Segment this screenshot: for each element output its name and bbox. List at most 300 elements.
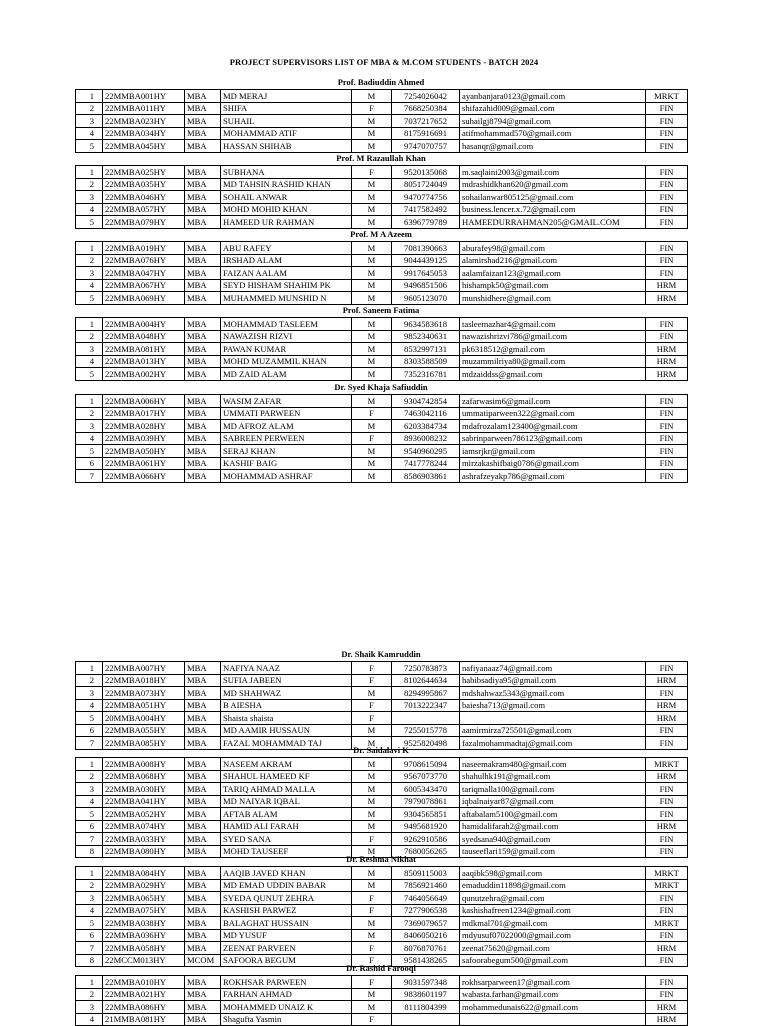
email-cell: aftabalam5100@gmail.com	[460, 808, 646, 821]
serial-number-cell: 1	[76, 90, 103, 103]
student-name-cell: NAWAZISH RIZVI	[221, 330, 352, 343]
serial-number-cell: 4	[76, 699, 103, 712]
gender-cell: M	[352, 318, 392, 331]
student-name-cell: MOHD MOHID KHAN	[221, 203, 352, 216]
program-cell: MBA	[185, 724, 221, 737]
roll-number-cell: 22MMBA055HY	[103, 724, 185, 737]
phone-cell: 7254026042	[392, 90, 460, 103]
serial-number-cell: 6	[76, 820, 103, 833]
program-cell: MBA	[185, 879, 221, 892]
gender-cell: M	[352, 343, 392, 356]
table-row	[76, 432, 688, 445]
email-cell: aalamfaizan123@gmail.com	[460, 267, 646, 280]
serial-number-cell: 1	[76, 242, 103, 255]
gender-cell: M	[352, 355, 392, 368]
specialization-cell: FIN	[646, 833, 688, 846]
program-cell: MBA	[185, 203, 221, 216]
student-name-cell: KASHIF BAIG	[221, 457, 352, 470]
serial-number-cell: 4	[76, 1013, 103, 1026]
serial-number-cell: 3	[76, 191, 103, 204]
student-name-cell: AFTAB ALAM	[221, 808, 352, 821]
email-cell: wabasta.farhan@gmail.com	[460, 988, 646, 1001]
serial-number-cell: 4	[76, 355, 103, 368]
student-name-cell: IRSHAD ALAM	[221, 254, 352, 267]
serial-number-cell: 7	[76, 470, 103, 483]
phone-cell: 9525820498	[392, 737, 460, 750]
email-cell: hasanqr@gmail.com	[460, 140, 646, 153]
phone-cell: 7680056265	[392, 845, 460, 858]
phone-cell: 7352316781	[392, 368, 460, 381]
student-name-cell: MOHAMMAD TASLEEM	[221, 318, 352, 331]
table-row	[76, 470, 688, 483]
program-cell: MBA	[185, 432, 221, 445]
specialization-cell: HRM	[646, 343, 688, 356]
serial-number-cell: 1	[76, 166, 103, 179]
serial-number-cell: 5	[76, 808, 103, 821]
student-name-cell: NAFIYA NAAZ	[221, 662, 352, 675]
program-cell: MBA	[185, 140, 221, 153]
specialization-cell: FIN	[646, 178, 688, 191]
roll-number-cell: 22MMBA047HY	[103, 267, 185, 280]
student-name-cell: WASIM ZAFAR	[221, 395, 352, 408]
program-cell: MBA	[185, 242, 221, 255]
phone-cell: 7417778244	[392, 457, 460, 470]
gender-cell: M	[352, 267, 392, 280]
student-name-cell: HAMID ALI FARAH	[221, 820, 352, 833]
phone-cell: 7417582492	[392, 203, 460, 216]
program-cell: MBA	[185, 820, 221, 833]
gender-cell: F	[352, 102, 392, 115]
serial-number-cell: 2	[76, 178, 103, 191]
specialization-cell: FIN	[646, 687, 688, 700]
email-cell: ashrafzeyakp786@gmail.com	[460, 470, 646, 483]
program-cell: MBA	[185, 420, 221, 433]
email-cell: mdshahwaz5343@gmail.com	[460, 687, 646, 700]
specialization-cell: MRKT	[646, 758, 688, 771]
serial-number-cell: 3	[76, 687, 103, 700]
student-name-cell: MD ZAID ALAM	[221, 368, 352, 381]
phone-cell: 9540960295	[392, 445, 460, 458]
table-row	[76, 318, 688, 331]
specialization-cell: FIN	[646, 395, 688, 408]
gender-cell: M	[352, 820, 392, 833]
gender-cell: M	[352, 368, 392, 381]
email-cell: mdkmal701@gmail.com	[460, 917, 646, 930]
gender-cell: M	[352, 203, 392, 216]
student-name-cell: SYED SANA	[221, 833, 352, 846]
email-cell: mdafrozalam123400@gmail.com	[460, 420, 646, 433]
program-cell: MBA	[185, 737, 221, 750]
roll-number-cell: 22MMBA065HY	[103, 892, 185, 905]
phone-cell: 9567073770	[392, 770, 460, 783]
gender-cell: M	[352, 867, 392, 880]
supervisor-name: Dr. Shaik Kamruddin	[341, 649, 421, 659]
phone-cell: 8936008232	[392, 432, 460, 445]
document-title: PROJECT SUPERVISORS LIST OF MBA & M.COM STUDENTS - BATCH 2024	[229, 57, 539, 67]
roll-number-cell: 22MMBA017HY	[103, 407, 185, 420]
specialization-cell: FIN	[646, 115, 688, 128]
phone-cell: 9852340631	[392, 330, 460, 343]
student-name-cell: SHAHUL HAMEED KF	[221, 770, 352, 783]
students-table	[75, 975, 688, 1026]
students-table	[75, 241, 688, 305]
gender-cell: M	[352, 445, 392, 458]
phone-cell: 7250783873	[392, 662, 460, 675]
supervisor-name: Dr. Syed Khaja Safiuddin	[334, 382, 428, 392]
supervisor-section	[75, 381, 687, 483]
serial-number-cell: 5	[76, 216, 103, 229]
serial-number-cell: 8	[76, 954, 103, 967]
specialization-cell: FIN	[646, 976, 688, 989]
roll-number-cell: 22MMBA073HY	[103, 687, 185, 700]
student-name-cell: FARHAN AHMAD	[221, 988, 352, 1001]
email-cell: tauseeflari159@gmail.com	[460, 845, 646, 858]
program-cell: MBA	[185, 90, 221, 103]
serial-number-cell: 1	[76, 662, 103, 675]
email-cell: mdyusuf07022000@gmail.com	[460, 929, 646, 942]
serial-number-cell: 7	[76, 942, 103, 955]
student-name-cell: MD AAMIR HUSSAUN	[221, 724, 352, 737]
roll-number-cell: 22MMBA030HY	[103, 783, 185, 796]
email-cell: pk6318512@gmail.com	[460, 343, 646, 356]
specialization-cell: FIN	[646, 929, 688, 942]
supervisor-section	[75, 853, 687, 967]
roll-number-cell: 22MMBA007HY	[103, 662, 185, 675]
gender-cell: M	[352, 127, 392, 140]
serial-number-cell: 2	[76, 674, 103, 687]
supervisor-section	[75, 648, 687, 750]
program-cell: MBA	[185, 368, 221, 381]
roll-number-cell: 22MMBA050HY	[103, 445, 185, 458]
students-table	[75, 89, 688, 153]
program-cell: MBA	[185, 712, 221, 725]
serial-number-cell: 2	[76, 330, 103, 343]
roll-number-cell: 22MMBA041HY	[103, 795, 185, 808]
specialization-cell: FIN	[646, 445, 688, 458]
table-row	[76, 115, 688, 128]
phone-cell: 7668250384	[392, 102, 460, 115]
student-name-cell: KASHISH PARWEZ	[221, 904, 352, 917]
gender-cell: M	[352, 254, 392, 267]
gender-cell: F	[352, 662, 392, 675]
gender-cell: M	[352, 1001, 392, 1014]
serial-number-cell: 1	[76, 758, 103, 771]
specialization-cell: FIN	[646, 470, 688, 483]
specialization-cell: HRM	[646, 712, 688, 725]
program-cell: MBA	[185, 355, 221, 368]
specialization-cell: FIN	[646, 432, 688, 445]
specialization-cell: HRM	[646, 1013, 688, 1026]
phone-cell: 7255015778	[392, 724, 460, 737]
phone-cell: 9044439125	[392, 254, 460, 267]
supervisor-section	[75, 962, 687, 1026]
roll-number-cell: 22MMBA006HY	[103, 395, 185, 408]
gender-cell: M	[352, 395, 392, 408]
specialization-cell: HRM	[646, 279, 688, 292]
program-cell: MBA	[185, 942, 221, 955]
email-cell: emaduddin11898@gmail.com	[460, 879, 646, 892]
table-row	[76, 929, 688, 942]
program-cell: MBA	[185, 457, 221, 470]
table-row	[76, 770, 688, 783]
serial-number-cell: 1	[76, 867, 103, 880]
table-row	[76, 178, 688, 191]
student-name-cell: SABREEN PERWEEN	[221, 432, 352, 445]
phone-cell: 7463042116	[392, 407, 460, 420]
gender-cell: F	[352, 1013, 392, 1026]
table-row	[76, 783, 688, 796]
student-name-cell: MOHAMMED UNAIZ K	[221, 1001, 352, 1014]
gender-cell: F	[352, 833, 392, 846]
roll-number-cell: 22MMBA001HY	[103, 90, 185, 103]
specialization-cell: FIN	[646, 140, 688, 153]
program-cell: MBA	[185, 845, 221, 858]
email-cell: tasleemazhar4@gmail.com	[460, 318, 646, 331]
gender-cell: M	[352, 115, 392, 128]
gender-cell: M	[352, 737, 392, 750]
table-row	[76, 203, 688, 216]
student-name-cell: MD TAHSIN RASHID KHAN	[221, 178, 352, 191]
email-cell: iqbalnaiyar87@gmail.com	[460, 795, 646, 808]
email-cell: ummatiparween322@gmail.com	[460, 407, 646, 420]
phone-cell: 8294995867	[392, 687, 460, 700]
email-cell: nafiyanaaz74@gmail.com	[460, 662, 646, 675]
gender-cell: M	[352, 242, 392, 255]
phone-cell: 7979078861	[392, 795, 460, 808]
roll-number-cell: 22MCCM013HY	[103, 954, 185, 967]
specialization-cell: MRKT	[646, 90, 688, 103]
specialization-cell: MRKT	[646, 879, 688, 892]
email-cell: shahulhk191@gmail.com	[460, 770, 646, 783]
roll-number-cell: 20MMBA004HY	[103, 712, 185, 725]
roll-number-cell: 22MMBA034HY	[103, 127, 185, 140]
program-cell: MBA	[185, 758, 221, 771]
roll-number-cell: 22MMBA069HY	[103, 292, 185, 305]
student-name-cell: AAQIB JAVED KHAN	[221, 867, 352, 880]
phone-cell: 9917645053	[392, 267, 460, 280]
email-cell: aamirmirza725501@gmail.com	[460, 724, 646, 737]
specialization-cell: HRM	[646, 770, 688, 783]
phone-cell: 9495681920	[392, 820, 460, 833]
supervisor-name: Prof. M Razaullah Khan	[336, 153, 426, 163]
specialization-cell: HRM	[646, 355, 688, 368]
roll-number-cell: 22MMBA080HY	[103, 845, 185, 858]
gender-cell: M	[352, 687, 392, 700]
program-cell: MBA	[185, 770, 221, 783]
student-name-cell: SERAJ KHAN	[221, 445, 352, 458]
gender-cell: F	[352, 892, 392, 905]
table-row	[76, 140, 688, 153]
program-cell: MBA	[185, 917, 221, 930]
specialization-cell: FIN	[646, 845, 688, 858]
phone-cell: 9520135068	[392, 166, 460, 179]
table-row	[76, 724, 688, 737]
students-table	[75, 394, 688, 483]
program-cell: MBA	[185, 267, 221, 280]
roll-number-cell: 22MMBA045HY	[103, 140, 185, 153]
gender-cell: M	[352, 470, 392, 483]
email-cell: fazalmohammadtaj@gmail.com	[460, 737, 646, 750]
gender-cell: M	[352, 808, 392, 821]
serial-number-cell: 3	[76, 343, 103, 356]
student-name-cell: TARIQ AHMAD MALLA	[221, 783, 352, 796]
email-cell	[460, 712, 646, 725]
gender-cell: M	[352, 770, 392, 783]
student-name-cell: UMMATI PARWEEN	[221, 407, 352, 420]
gender-cell: M	[352, 917, 392, 930]
email-cell: zafarwasim6@gmail.com	[460, 395, 646, 408]
serial-number-cell: 4	[76, 904, 103, 917]
email-cell: alamirshad216@gmail.com	[460, 254, 646, 267]
roll-number-cell: 22MMBA021HY	[103, 988, 185, 1001]
program-cell: MBA	[185, 892, 221, 905]
program-cell: MBA	[185, 808, 221, 821]
student-name-cell: SEYD HISHAM SHAHIM PK	[221, 279, 352, 292]
serial-number-cell: 2	[76, 988, 103, 1001]
gender-cell: M	[352, 330, 392, 343]
phone-cell: 9304565851	[392, 808, 460, 821]
supervisor-section	[75, 744, 687, 858]
phone-cell: 9634583618	[392, 318, 460, 331]
email-cell: ayanbanjara0123@gmail.com	[460, 90, 646, 103]
roll-number-cell: 22MMBA035HY	[103, 178, 185, 191]
table-row	[76, 674, 688, 687]
phone-cell: 6203384734	[392, 420, 460, 433]
students-table	[75, 165, 688, 229]
program-cell: MBA	[185, 318, 221, 331]
phone-cell: 9470774756	[392, 191, 460, 204]
roll-number-cell: 22MMBA086HY	[103, 1001, 185, 1014]
email-cell: zeenat75620@gmail.com	[460, 942, 646, 955]
student-name-cell: HASSAN SHIHAB	[221, 140, 352, 153]
roll-number-cell: 22MMBA079HY	[103, 216, 185, 229]
phone-cell: 7464056649	[392, 892, 460, 905]
roll-number-cell: 22MMBA010HY	[103, 976, 185, 989]
student-name-cell: MD MERAJ	[221, 90, 352, 103]
email-cell: mohammedunais622@gmail.com	[460, 1001, 646, 1014]
gender-cell: M	[352, 292, 392, 305]
program-cell: MBA	[185, 343, 221, 356]
phone-cell: 7277906538	[392, 904, 460, 917]
email-cell: mirzakashifbaig0786@gmail.com	[460, 457, 646, 470]
gender-cell: M	[352, 724, 392, 737]
serial-number-cell: 1	[76, 318, 103, 331]
phone-cell: 8111804399	[392, 1001, 460, 1014]
supervisor-name: Dr. Rashid Farooqi	[346, 963, 416, 973]
student-name-cell: Shaista shaista	[221, 712, 352, 725]
email-cell: naseemakram480@gmail.com	[460, 758, 646, 771]
table-row	[76, 242, 688, 255]
roll-number-cell: 22MMBA058HY	[103, 942, 185, 955]
specialization-cell: FIN	[646, 102, 688, 115]
serial-number-cell: 5	[76, 368, 103, 381]
phone-cell: 9708615094	[392, 758, 460, 771]
program-cell: MBA	[185, 445, 221, 458]
serial-number-cell: 5	[76, 712, 103, 725]
email-cell: rokhsarparween17@gmail.com	[460, 976, 646, 989]
table-row	[76, 942, 688, 955]
table-row	[76, 758, 688, 771]
serial-number-cell: 2	[76, 254, 103, 267]
gender-cell: M	[352, 191, 392, 204]
gender-cell: M	[352, 90, 392, 103]
specialization-cell: FIN	[646, 783, 688, 796]
program-cell: MBA	[185, 988, 221, 1001]
roll-number-cell: 22MMBA067HY	[103, 279, 185, 292]
specialization-cell: FIN	[646, 216, 688, 229]
phone-cell: 8102644634	[392, 674, 460, 687]
table-row	[76, 904, 688, 917]
table-row	[76, 407, 688, 420]
gender-cell: F	[352, 712, 392, 725]
email-cell: atifmohammad570@gmail.com	[460, 127, 646, 140]
specialization-cell: MRKT	[646, 917, 688, 930]
table-row	[76, 191, 688, 204]
table-row	[76, 102, 688, 115]
specialization-cell: FIN	[646, 203, 688, 216]
specialization-cell: HRM	[646, 820, 688, 833]
program-cell: MBA	[185, 674, 221, 687]
serial-number-cell: 3	[76, 267, 103, 280]
email-cell: aaqibk598@gmail.com	[460, 867, 646, 880]
gender-cell: M	[352, 879, 392, 892]
email-cell: habibsadiya95@gmail.com	[460, 674, 646, 687]
roll-number-cell: 22MMBA029HY	[103, 879, 185, 892]
email-cell: safoorabegum500@gmail.com	[460, 954, 646, 967]
gender-cell: F	[352, 942, 392, 955]
roll-number-cell: 22MMBA019HY	[103, 242, 185, 255]
specialization-cell: FIN	[646, 267, 688, 280]
table-row	[76, 267, 688, 280]
phone-cell: 8532997131	[392, 343, 460, 356]
phone-cell: 8509115003	[392, 867, 460, 880]
table-row	[76, 1001, 688, 1014]
supervisor-section	[75, 152, 687, 229]
roll-number-cell: 22MMBA084HY	[103, 867, 185, 880]
serial-number-cell: 3	[76, 420, 103, 433]
gender-cell: F	[352, 166, 392, 179]
students-table	[75, 757, 688, 858]
gender-cell: M	[352, 420, 392, 433]
program-cell: MBA	[185, 687, 221, 700]
table-row	[76, 892, 688, 905]
student-name-cell: MUHAMMED MUNSHID N	[221, 292, 352, 305]
serial-number-cell: 2	[76, 879, 103, 892]
student-name-cell: MD NAIYAR IQBAL	[221, 795, 352, 808]
specialization-cell: HRM	[646, 368, 688, 381]
email-cell: hamidalifarah2@gmail.com	[460, 820, 646, 833]
program-cell: MBA	[185, 115, 221, 128]
table-row	[76, 662, 688, 675]
email-cell: shifazahid009@gmail.com	[460, 102, 646, 115]
student-name-cell: MOHAMMAD ATIF	[221, 127, 352, 140]
student-name-cell: SUHAIL	[221, 115, 352, 128]
email-cell: qunutzehra@gmail.com	[460, 892, 646, 905]
student-name-cell: MOHD MUZAMMIL KHAN	[221, 355, 352, 368]
email-cell: baiesha713@gmail.com	[460, 699, 646, 712]
supervisor-name: Prof. Saneem Fatima	[342, 305, 420, 315]
specialization-cell: FIN	[646, 662, 688, 675]
roll-number-cell: 22MMBA048HY	[103, 330, 185, 343]
serial-number-cell: 5	[76, 917, 103, 930]
phone-cell: 9838601197	[392, 988, 460, 1001]
student-name-cell: ABU RAFEY	[221, 242, 352, 255]
supervisor-name: Prof. Badiuddin Ahmed	[337, 77, 425, 87]
table-row	[76, 867, 688, 880]
program-cell: MBA	[185, 795, 221, 808]
table-row	[76, 166, 688, 179]
student-name-cell: Shagufta Yasmin	[221, 1013, 352, 1026]
